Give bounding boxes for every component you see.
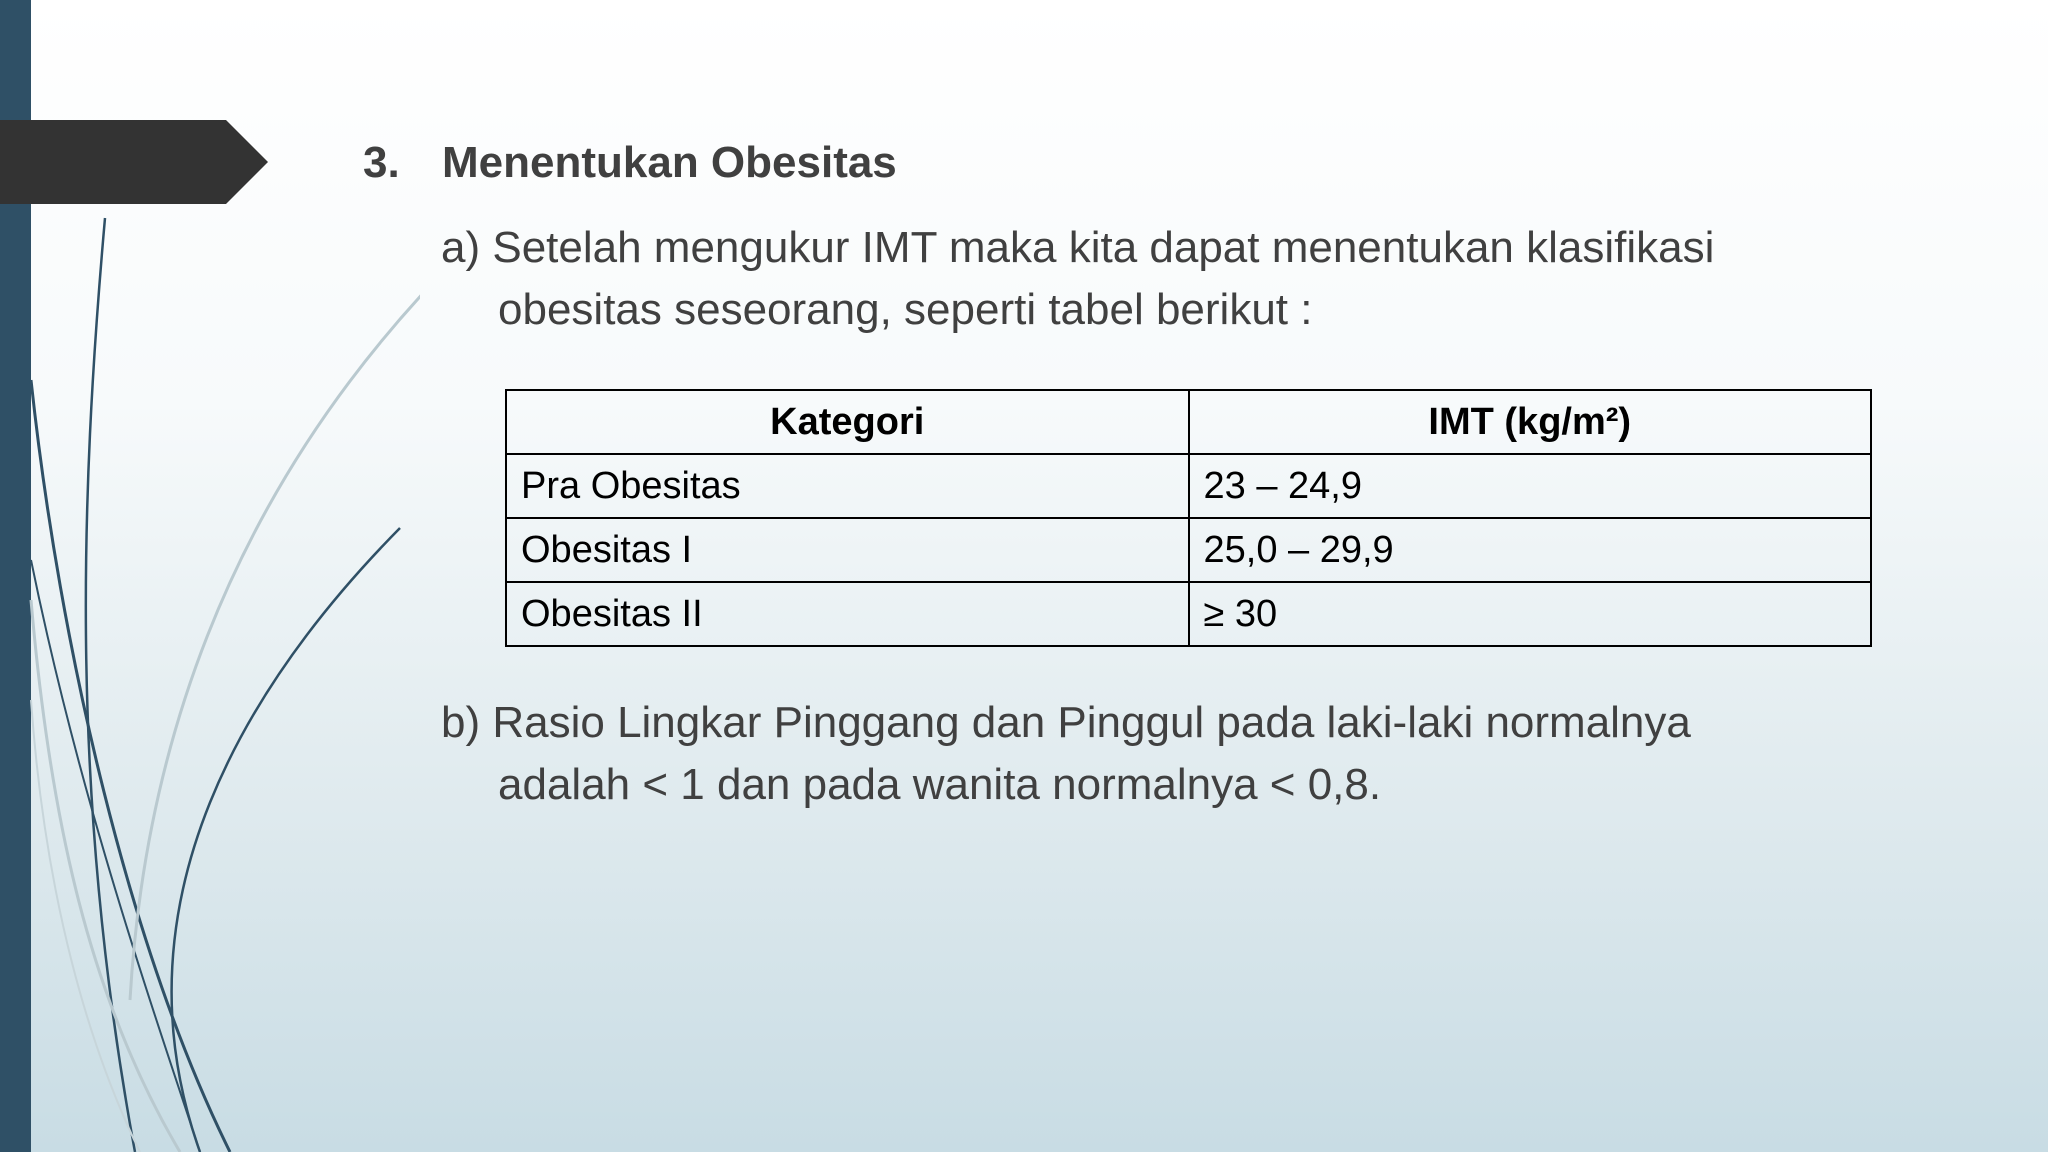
header-imt: IMT (kg/m²) (1189, 390, 1872, 454)
table-row (506, 518, 1871, 582)
table-row (506, 454, 1871, 518)
table-cell-imt: 25,0 – 29,9 (1189, 518, 1872, 582)
header-kategori: Kategori (506, 390, 1189, 454)
paragraph-b (441, 692, 1691, 816)
table-cell-category: Obesitas II (506, 582, 1189, 646)
table-cell-imt: 23 – 24,9 (1189, 454, 1872, 518)
table-cell-category: Pra Obesitas (506, 454, 1189, 518)
paragraph-a-line1: a) Setelah mengukur IMT maka kita dapat menentukan klasifikasi (441, 223, 1715, 272)
table-cell-imt: ≥ 30 (1189, 582, 1872, 646)
paragraph-a-line2: obesitas seseorang, seperti tabel berikut : (498, 285, 1313, 334)
section-heading (363, 138, 897, 188)
section-number: 3. (363, 138, 400, 187)
table-cell-category: Obesitas I (506, 518, 1189, 582)
table-header-row (506, 390, 1871, 454)
paragraph-b-line1: b) Rasio Lingkar Pinggang dan Pinggul pada laki-laki normalnya (441, 698, 1691, 747)
table-row (506, 582, 1871, 646)
paragraph-b-line2: adalah < 1 dan pada wanita normalnya < 0,8. (498, 760, 1382, 809)
obesity-classification-table (505, 389, 1872, 647)
arrow-banner (0, 0, 280, 220)
section-title: Menentukan Obesitas (442, 138, 897, 187)
paragraph-a (441, 217, 1714, 341)
